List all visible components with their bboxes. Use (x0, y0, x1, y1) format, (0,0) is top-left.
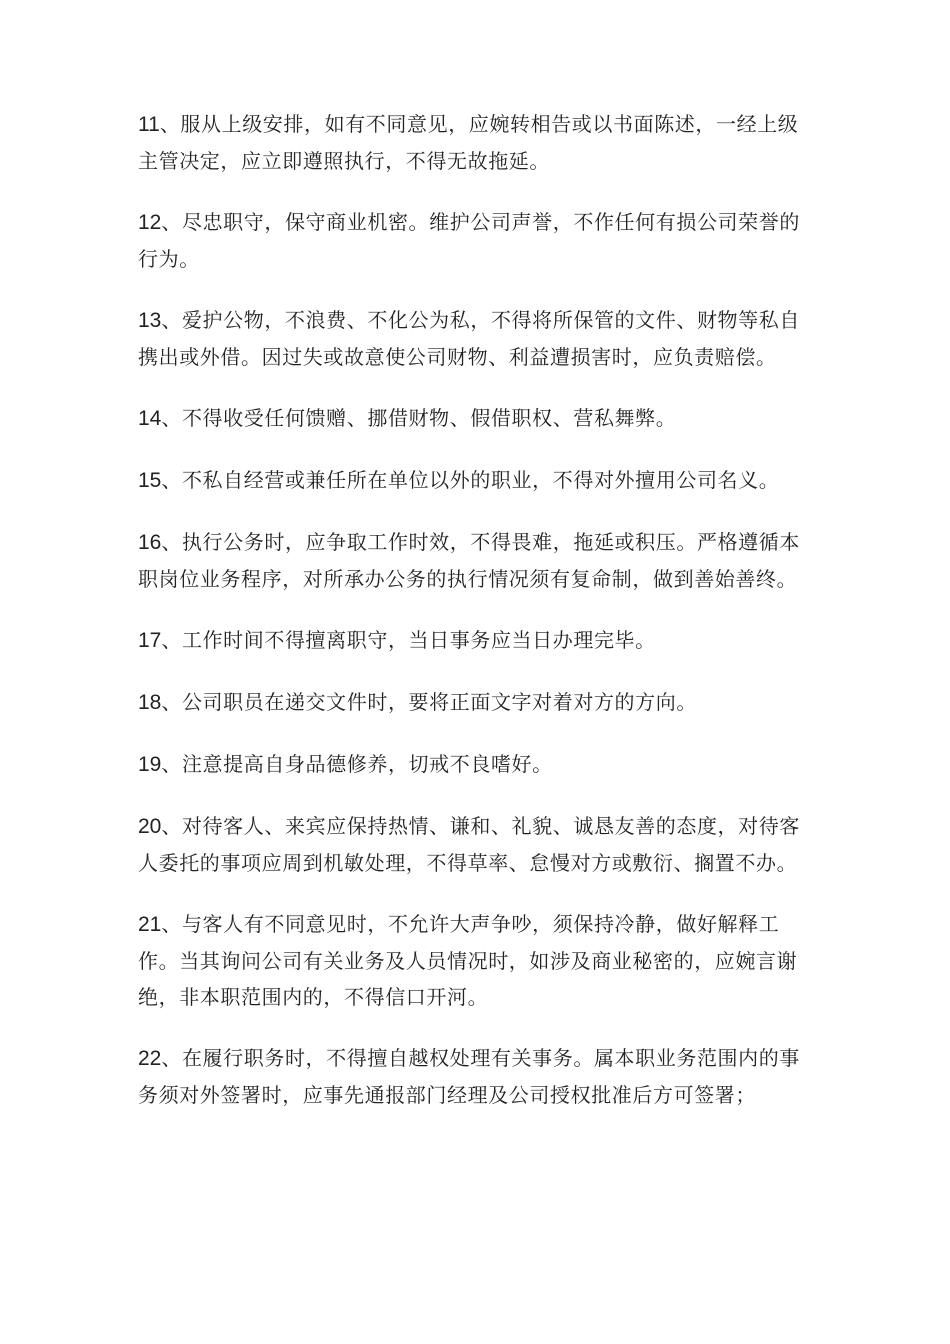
rule-text: 、不得收受任何馈赠、挪借财物、假借职权、营私舞弊。 (161, 406, 677, 430)
rule-text: 、公司职员在递交文件时，要将正面文字对着对方的方向。 (161, 690, 697, 714)
rule-14 (138, 400, 814, 437)
rule-number: 19 (138, 753, 162, 776)
rule-number: 15 (138, 469, 162, 492)
rule-17 (138, 622, 814, 659)
rule-13 (138, 302, 814, 375)
rule-16 (138, 524, 814, 597)
rule-text: 、与客人有不同意见时，不允许大声争吵，须保持冷静，做好解释工作。当其询问公司有关业务及人员情况时，如涉及商业秘密的，应婉言谢绝，非本职范围内的，不得信口开河。 (138, 912, 798, 1009)
rule-15 (138, 462, 814, 499)
rule-text: 、对待客人、来宾应保持热情、谦和、礼貌、诚恳友善的态度，对待客人委托的事项应周到机敏处理，不得草率、怠慢对方或敷衍、搁置不办。 (138, 814, 800, 875)
rule-22 (138, 1040, 814, 1113)
rule-20 (138, 808, 814, 881)
document-body (138, 106, 814, 1138)
rule-text: 、工作时间不得擅离职守，当日事务应当日办理完毕。 (161, 628, 656, 652)
rule-18 (138, 684, 814, 721)
rule-number: 17 (138, 629, 162, 652)
rule-text: 、尽忠职守，保守商业机密。维护公司声誉，不作任何有损公司荣誉的行为。 (138, 210, 800, 271)
rule-text: 、不私自经营或兼任所在单位以外的职业，不得对外擅用公司名义。 (161, 468, 780, 492)
rule-number: 16 (138, 531, 162, 554)
rule-12 (138, 204, 814, 277)
rule-text: 、执行公务时，应争取工作时效，不得畏难，拖延或积压。严格遵循本职岗位业务程序，对所承办公务的执行情况须有复命制，做到善始善终。 (138, 530, 800, 591)
rule-text: 、服从上级安排，如有不同意见，应婉转相告或以书面陈述，一经上级主管决定，应立即遵照执行，不得无故拖延。 (138, 112, 799, 173)
rule-number: 21 (138, 913, 162, 936)
rule-21 (138, 906, 814, 1015)
rule-number: 14 (138, 407, 162, 430)
rule-19 (138, 746, 814, 783)
rule-number: 20 (138, 815, 162, 838)
rule-text: 、爱护公物，不浪费、不化公为私，不得将所保管的文件、财物等私自携出或外借。因过失或故意使公司财物、利益遭损害时，应负责赔偿。 (138, 308, 800, 369)
rule-11 (138, 106, 814, 179)
rule-number: 13 (138, 309, 162, 332)
rule-number: 12 (138, 211, 162, 234)
rule-text: 、在履行职务时，不得擅自越权处理有关事务。属本职业务范围内的事务须对外签署时，应事先通报部门经理及公司授权批准后方可签署； (138, 1046, 800, 1107)
rule-number: 11 (138, 113, 160, 136)
rule-number: 18 (138, 691, 162, 714)
rule-text: 、注意提高自身品德修养，切戒不良嗜好。 (161, 752, 553, 776)
rule-number: 22 (138, 1047, 162, 1070)
